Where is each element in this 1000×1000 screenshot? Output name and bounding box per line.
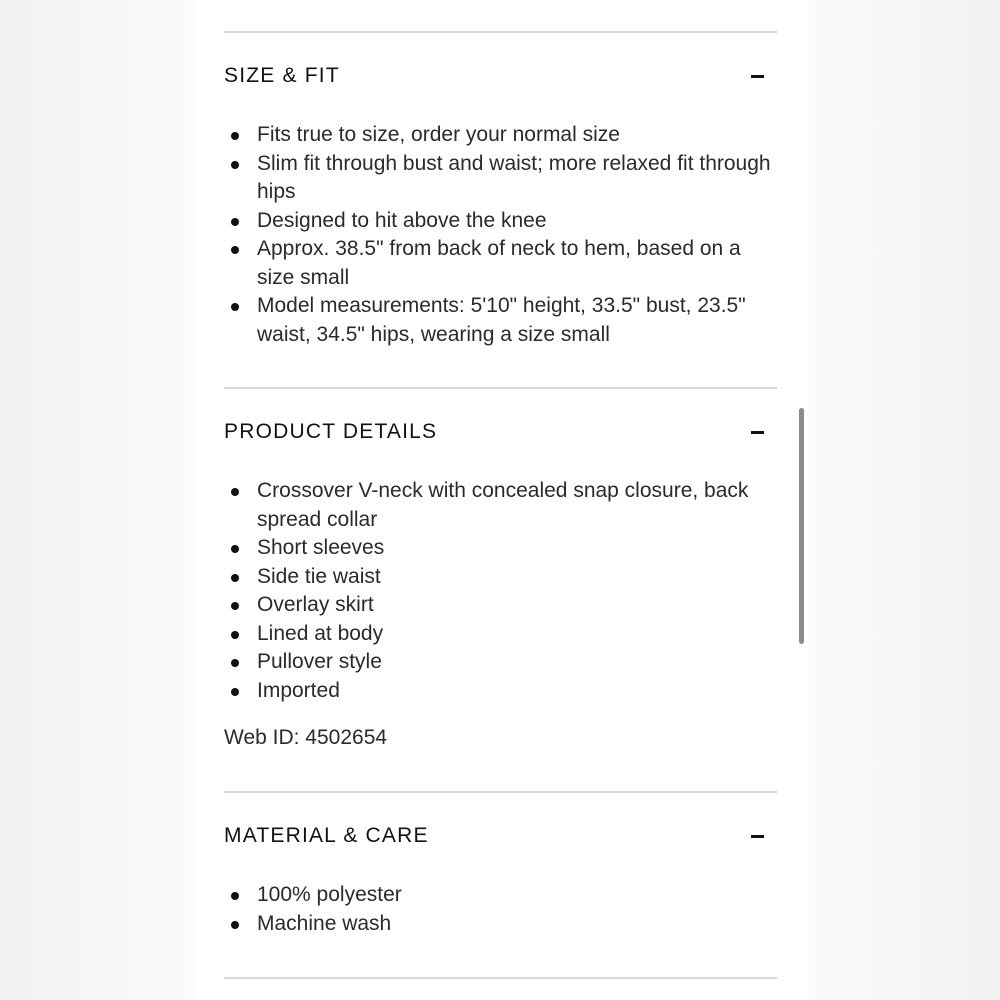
list-item: Model measurements: 5'10" height, 33.5" bust, 23.5" waist, 34.5" hips, wearing a size small <box>224 292 777 349</box>
list-item: Machine wash <box>224 910 777 939</box>
list-item: Slim fit through bust and waist; more relaxed fit through hips <box>224 150 777 207</box>
size-fit-header[interactable] <box>224 33 777 119</box>
list-item: Overlay skirt <box>224 591 777 620</box>
product-details-list <box>224 477 777 705</box>
list-item: Lined at body <box>224 620 777 649</box>
list-item: Imported <box>224 677 777 706</box>
accordion <box>224 31 777 979</box>
minus-icon[interactable] <box>748 422 766 442</box>
background-left <box>0 0 195 1000</box>
size-fit-list <box>224 121 777 349</box>
list-item: Pullover style <box>224 648 777 677</box>
product-details-title: PRODUCT DETAILS <box>224 420 438 443</box>
list-item: Fits true to size, order your normal size <box>224 121 777 150</box>
product-info-panel <box>195 0 808 1000</box>
product-details-body <box>224 475 777 791</box>
background-right <box>808 0 1000 1000</box>
bottom-divider <box>224 977 777 979</box>
material-care-list <box>224 881 777 938</box>
minus-icon[interactable] <box>748 66 766 86</box>
list-item: Approx. 38.5" from back of neck to hem, based on a size small <box>224 235 777 292</box>
list-item: 100% polyester <box>224 881 777 910</box>
web-id: Web ID: 4502654 <box>224 726 388 749</box>
scrollbar[interactable] <box>799 408 804 644</box>
section-material-care <box>224 791 777 977</box>
material-care-body <box>224 879 777 977</box>
list-item: Side tie waist <box>224 563 777 592</box>
list-item: Designed to hit above the knee <box>224 207 777 236</box>
section-size-fit <box>224 31 777 387</box>
material-care-title: MATERIAL & CARE <box>224 824 429 847</box>
list-item: Short sleeves <box>224 534 777 563</box>
minus-icon[interactable] <box>748 826 766 846</box>
material-care-header[interactable] <box>224 793 777 879</box>
size-fit-title: SIZE & FIT <box>224 64 340 87</box>
size-fit-body <box>224 119 777 387</box>
section-product-details <box>224 387 777 791</box>
list-item: Crossover V-neck with concealed snap closure, back spread collar <box>224 477 777 534</box>
product-details-header[interactable] <box>224 389 777 475</box>
